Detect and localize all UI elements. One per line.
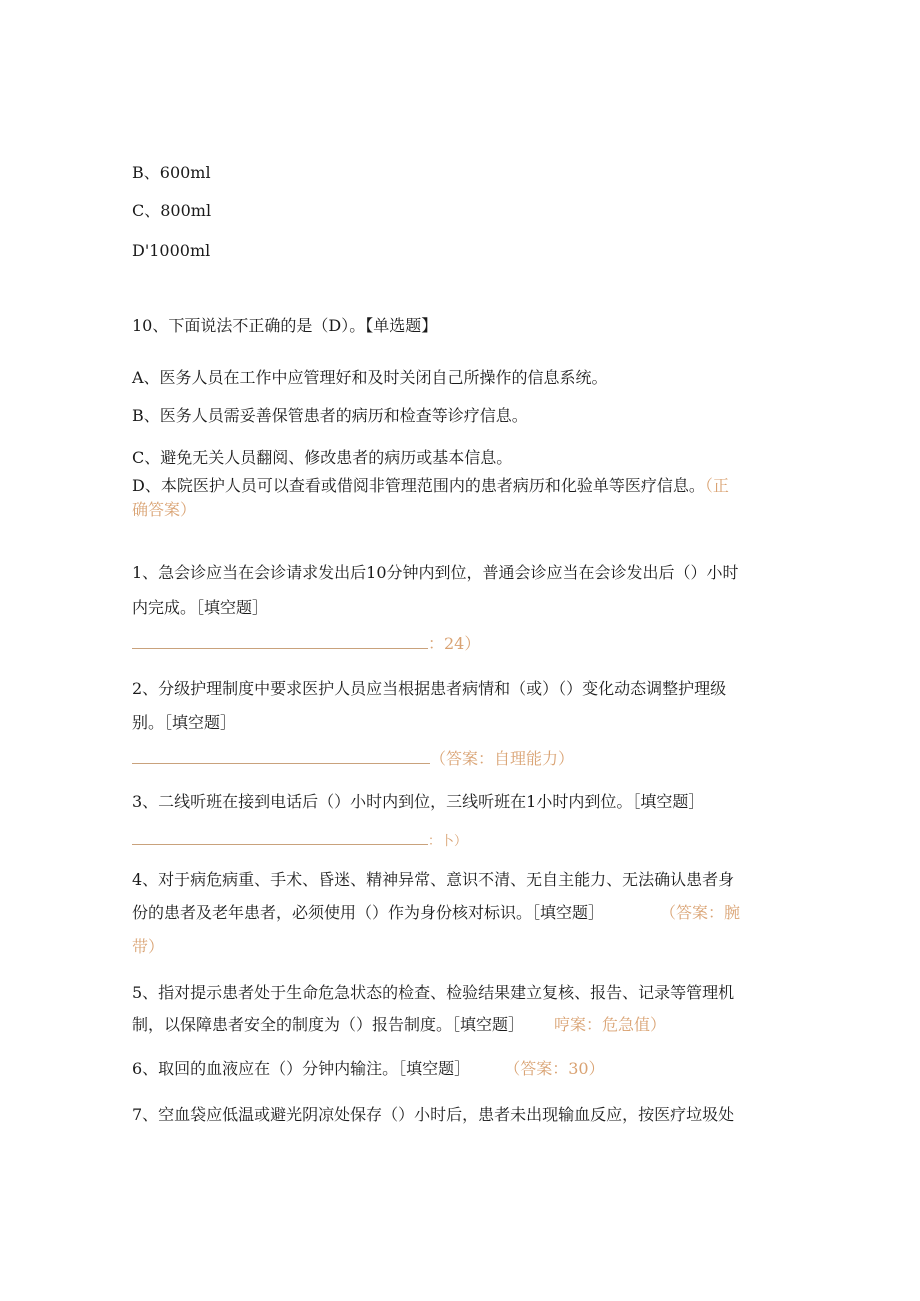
fill-q6-answer: （答案：30） (504, 1059, 605, 1078)
question-10-stem: 10、下面说法不正确的是（D）。【单选题】 (132, 316, 438, 335)
fill-q5-answer: 哼案：危急值） (554, 1015, 667, 1034)
fill-q3-answer: ：卜） (428, 834, 468, 849)
option-b: B、600ml (132, 163, 211, 182)
fill-q1-answer-row (132, 634, 480, 654)
fill-q6-line1 (132, 1059, 605, 1079)
option-c: C、800ml (132, 201, 212, 220)
fill-q2-answer-row (132, 749, 574, 769)
answer-blank (132, 834, 428, 845)
question-10-option-a: A、医务人员在工作中应管理好和及时关闭自己所操作的信息系统。 (132, 368, 608, 387)
fill-q2-line2: 别。［填空题］ (132, 713, 237, 732)
fill-q4-answer: （答案：腕 (660, 903, 741, 922)
fill-q2-line1: 2、分级护理制度中要求医护人员应当根据患者病情和（或）（）变化动态调整护理级 (132, 679, 727, 698)
answer-blank (132, 638, 428, 649)
fill-q1-line2: 内完成。［填空题］ (132, 598, 269, 617)
answer-mark: （正 (704, 476, 729, 495)
fill-q2-answer: （答案：自理能力） (430, 749, 575, 768)
fill-q1-answer: ：24） (428, 634, 481, 653)
fill-q1-line1: 1、急会诊应当在会诊请求发出后10分钟内到位，普通会诊应当在会诊发出后（）小时 (132, 563, 739, 582)
answer-mark-continued: 确答案） (132, 500, 197, 519)
fill-q3-answer-row (132, 830, 467, 852)
fill-q5-line1: 5、指对提示患者处于生命危急状态的检查、检验结果建立复核、报告、记录等管理机 (132, 983, 735, 1002)
fill-q7-line1: 7、空血袋应低温或避光阴凉处保存（）小时后，患者未出现输血反应，按医疗垃圾处 (132, 1105, 735, 1124)
question-10-option-c: C、避免无关人员翻阅、修改患者的病历或基本信息。 (132, 448, 513, 467)
option-d: D'1000ml (132, 241, 211, 260)
fill-q4-line1: 4、对于病危病重、手术、昏迷、精神异常、意识不清、无自主能力、无法确认患者身 (132, 870, 735, 889)
fill-q5-line2 (132, 1015, 666, 1035)
fill-q6-text: 6、取回的血液应在（）分钟内输注。［填空题］ (132, 1059, 471, 1078)
fill-q4-line2-text: 份的患者及老年患者，必须使用（）作为身份核对标识。［填空题］ (132, 903, 605, 922)
option-d-text: D、本院医护人员可以查看或借阅非管理范围内的患者病历和化验单等医疗信息。 (132, 476, 705, 495)
question-10-option-d (132, 476, 729, 496)
fill-q3-line1: 3、二线听班在接到电话后（）小时内到位，三线听班在1小时内到位。［填空题］ (132, 792, 705, 811)
fill-q4-answer-continued: 带） (132, 937, 165, 956)
question-10-option-b: B、医务人员需妥善保管患者的病历和检查等诊疗信息。 (132, 406, 528, 425)
fill-q5-line2-text: 制，以保障患者安全的制度为（）报告制度。［填空题］ (132, 1015, 525, 1034)
fill-q4-line2 (132, 903, 740, 923)
answer-blank (132, 753, 430, 764)
